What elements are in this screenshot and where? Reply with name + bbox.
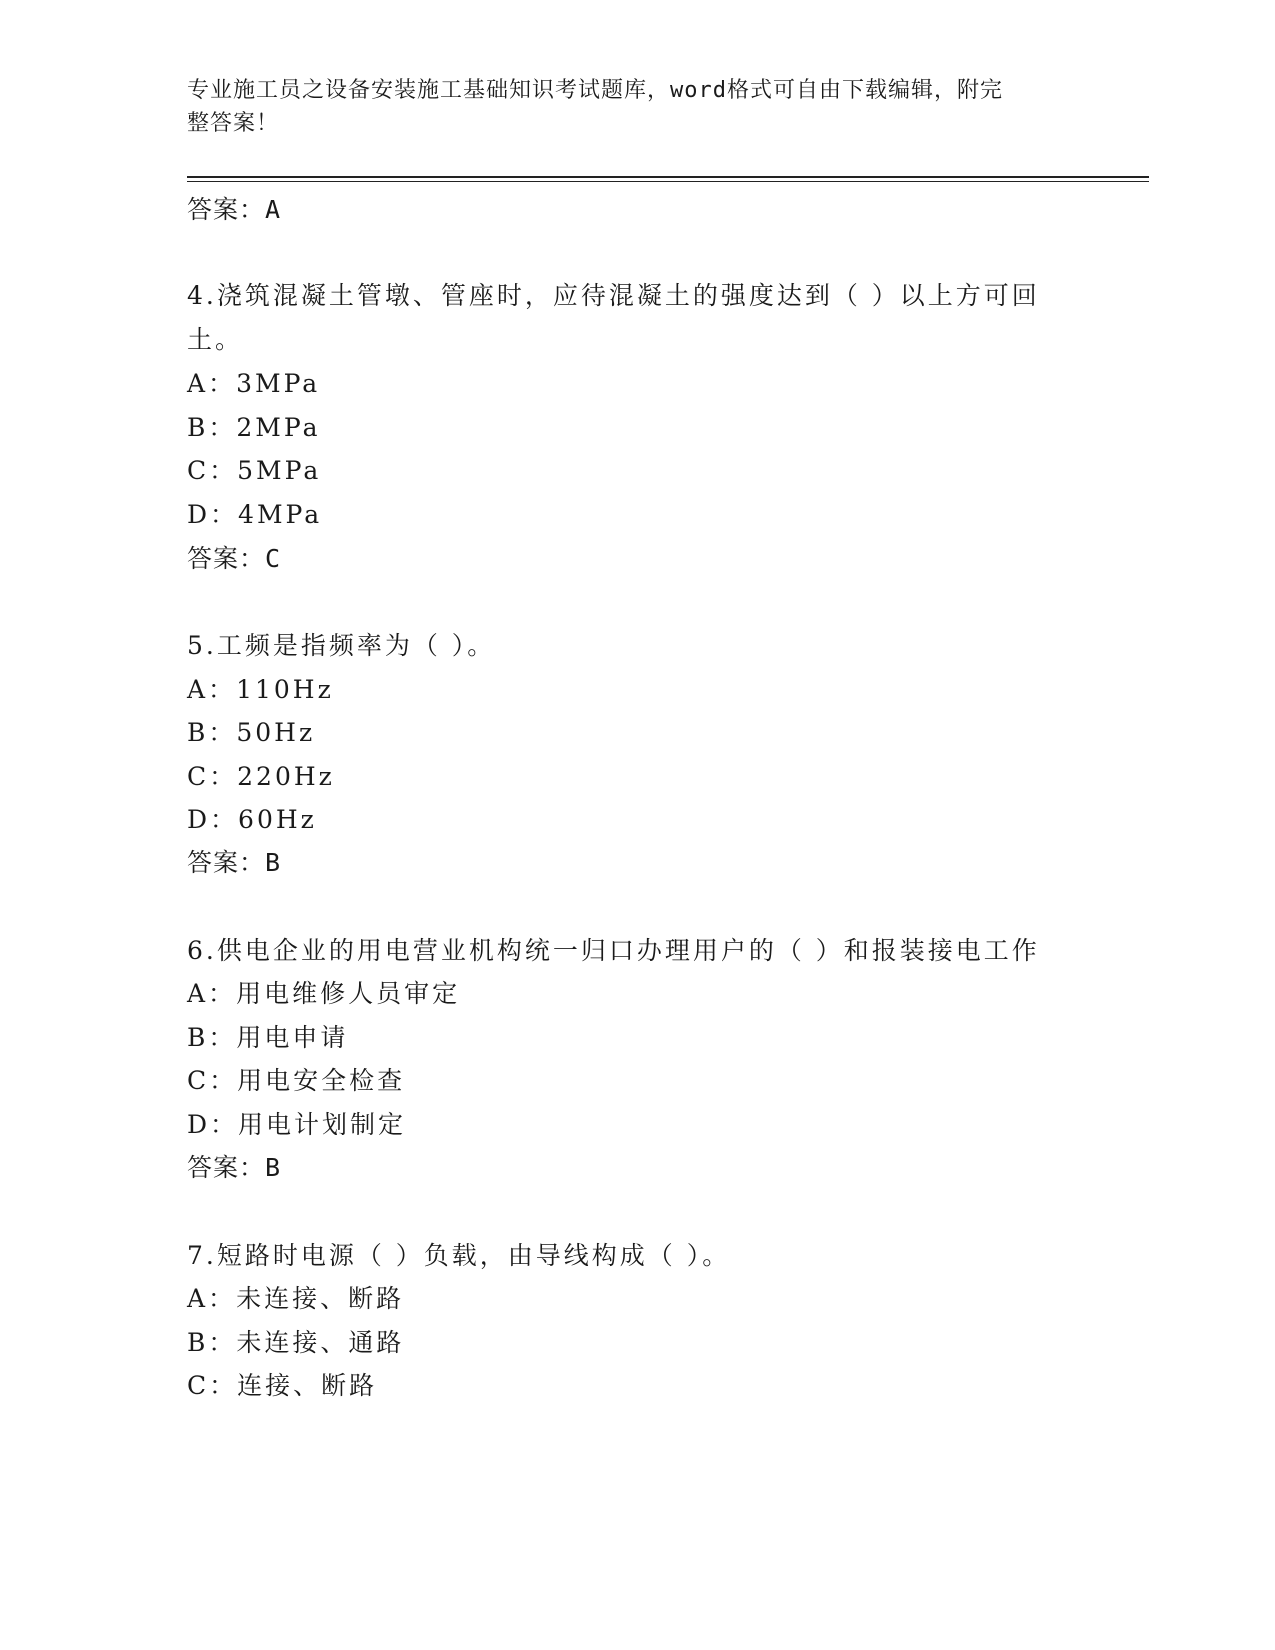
answer-line [187,190,281,226]
option-key: B： [187,413,237,442]
question-4-option-b [187,408,320,444]
header-divider-thick [187,176,1149,178]
option-text: 110Hz [236,675,334,704]
option-text: 2MPa [236,413,321,442]
option-key: B： [187,718,237,747]
question-6-answer [187,1148,281,1184]
option-key: B： [187,1328,237,1357]
question-7-option-c [187,1366,377,1402]
option-key: C： [187,456,238,485]
question-4-option-a [187,364,320,400]
question-7-stem: 7.短路时电源（ ）负载，由导线构成（ ）。 [187,1241,731,1270]
option-key: A： [187,1284,237,1313]
option-text: 60Hz [238,805,317,834]
question-5-option-b [187,713,315,749]
header-line-1: 专业施工员之设备安装施工基础知识考试题库，word格式可自由下载编辑，附完 [187,78,1003,103]
option-text: 3MPa [236,369,321,398]
option-text: 未连接、断路 [236,1284,405,1313]
question-6-stem: 6.供电企业的用电营业机构统一归口办理用户的（ ）和报装接电工作 [187,936,1040,965]
option-key: C： [187,1371,238,1400]
answer-label: 答案： [187,195,266,224]
option-text: 未连接、通路 [236,1328,405,1357]
question-4-option-d [187,495,322,531]
question-5-option-c [187,757,335,793]
option-key: D： [187,805,239,834]
question-5-answer [187,843,281,879]
question-4-answer [187,539,281,575]
option-text: 用电计划制定 [238,1110,407,1139]
answer-label: 答案： [187,848,266,877]
option-key: C： [187,1066,238,1095]
option-text: 用电维修人员审定 [236,979,461,1008]
question-4-stem: 4.浇筑混凝土管墩、管座时，应待混凝土的强度达到（ ）以上方可回 [187,281,1040,310]
answer-value: C [265,544,282,573]
option-text: 5MPa [237,456,322,485]
question-5-stem: 5.工频是指频率为（ ）。 [187,631,496,660]
option-text: 50Hz [236,718,316,747]
header-line-2: 整答案！ [187,111,280,136]
option-text: 连接、断路 [237,1371,378,1400]
question-5-option-a [187,670,334,706]
question-7-option-a [187,1279,404,1315]
option-text: 用电安全检查 [237,1066,406,1095]
answer-value: B [265,1153,282,1182]
option-key: A： [187,979,237,1008]
header-divider-thin [187,181,1149,182]
question-7-option-b [187,1323,404,1359]
answer-label: 答案： [187,544,266,573]
question-6-option-c [187,1061,405,1097]
option-text: 220Hz [237,762,335,791]
answer-value: B [265,848,282,877]
question-6-option-a [187,974,460,1010]
answer-value: A [265,195,282,224]
question-6-option-b [187,1018,348,1054]
question-4-option-c [187,451,321,487]
option-key: D： [187,1110,239,1139]
option-key: C： [187,762,238,791]
option-key: B： [187,1023,237,1052]
option-text: 用电申请 [236,1023,349,1052]
question-6-option-d [187,1105,406,1141]
option-key: D： [187,500,239,529]
option-key: A： [187,675,237,704]
document-header [187,74,1067,140]
option-text: 4MPa [238,500,323,529]
answer-label: 答案： [187,1153,266,1182]
question-5-option-d [187,800,317,836]
question-4-stem-cont: 土。 [187,325,244,354]
option-key: A： [187,369,237,398]
